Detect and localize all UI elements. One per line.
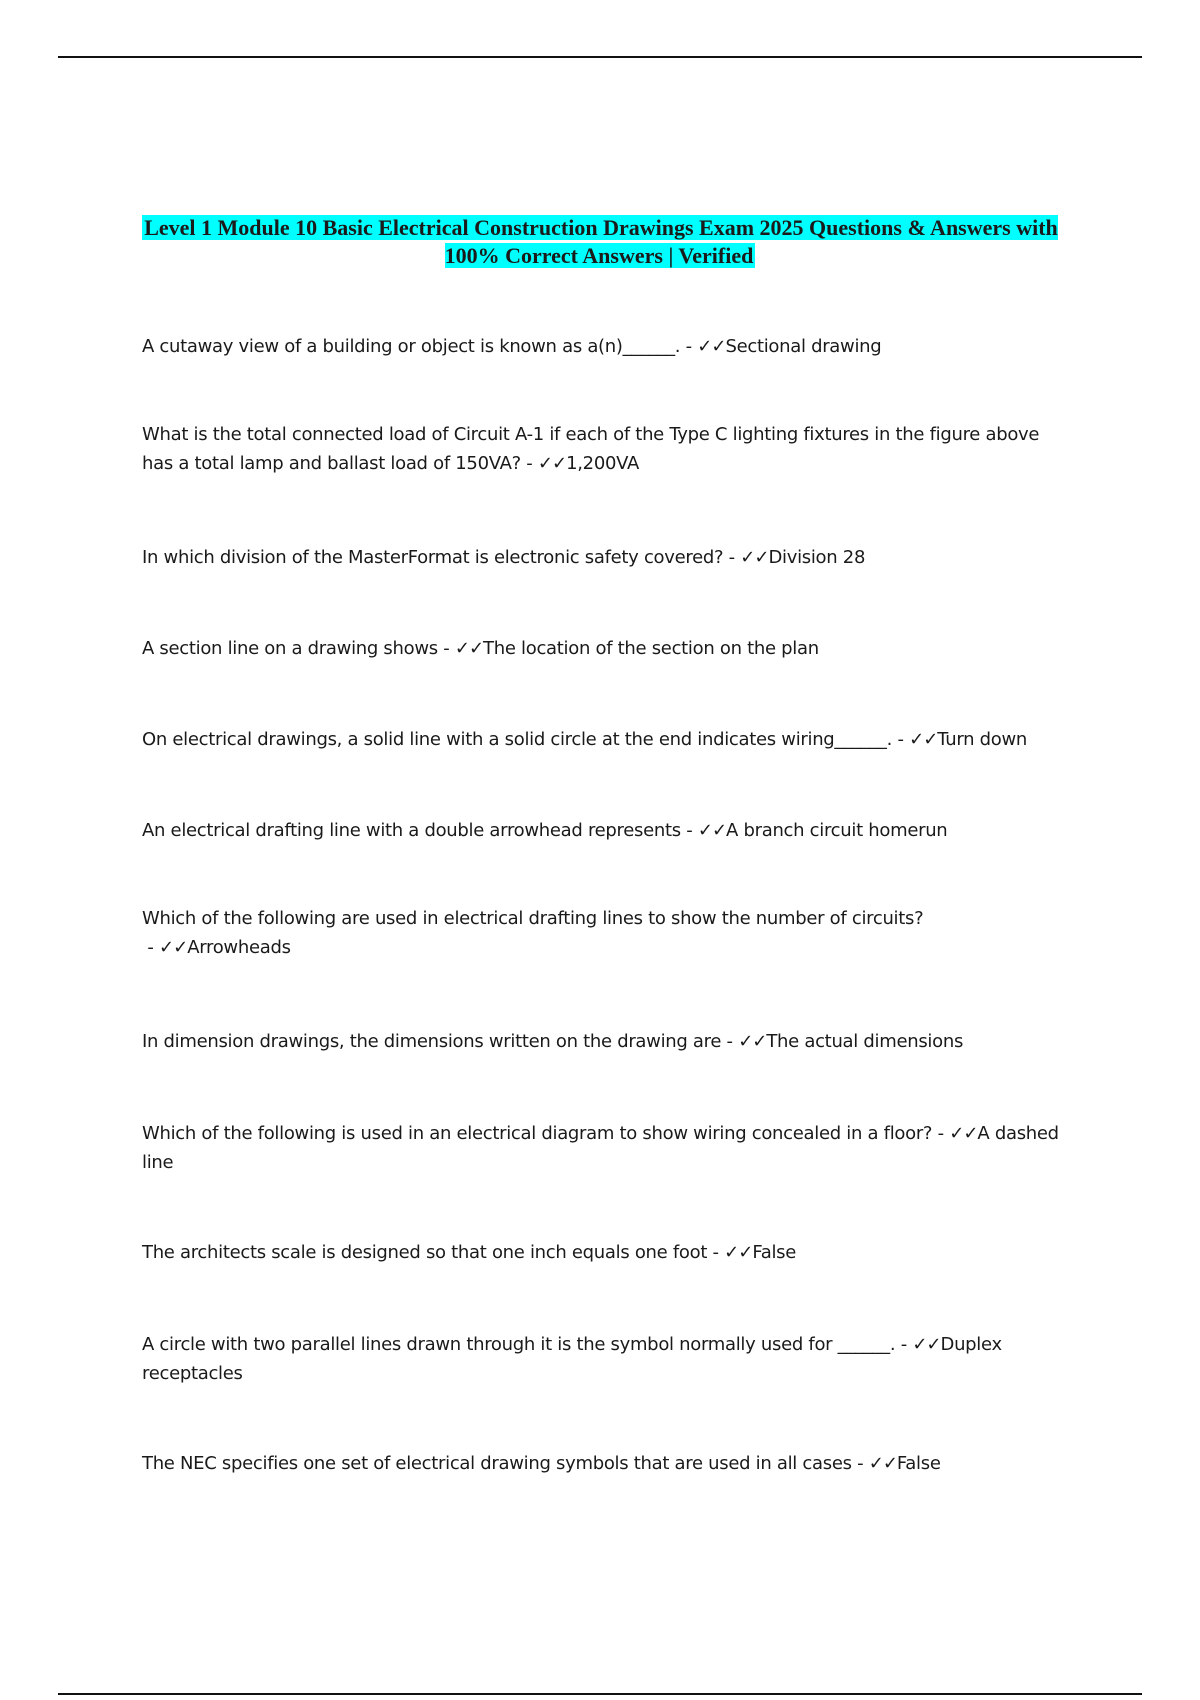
check-icon: ✓✓: [537, 453, 567, 474]
check-icon: ✓✓: [909, 729, 938, 750]
qa-item: [142, 1238, 1062, 1267]
check-icon: ✓✓: [454, 638, 484, 659]
separator: -: [892, 729, 910, 750]
answer-text: 1,200VA: [566, 453, 639, 474]
check-icon: ✓✓: [724, 1242, 753, 1263]
page-title-text: Level 1 Module 10 Basic Electrical Construction Drawings Exam 2025 Questions & Answers with 100% Correct Answers | Verified: [144, 215, 1058, 268]
answer-text: False: [752, 1242, 796, 1263]
question-text: A section line on a drawing shows: [142, 638, 438, 659]
answer-text: Duplex receptacles: [142, 1334, 1002, 1384]
separator: -: [680, 820, 698, 841]
separator: -: [707, 1242, 725, 1263]
separator: -: [721, 1031, 739, 1052]
separator: -: [851, 1453, 869, 1474]
check-icon: ✓✓: [697, 336, 726, 357]
separator: -: [932, 1123, 950, 1144]
separator: -: [680, 336, 698, 357]
question-text: What is the total connected load of Circuit A-1 if each of the Type C lighting fixtures in the figure above has a total lamp and ballast load of 150VA?: [142, 424, 1040, 474]
check-icon: ✓✓: [949, 1123, 978, 1144]
question-text: The architects scale is designed so that one inch equals one foot: [142, 1242, 708, 1263]
question-text: An electrical drafting line with a double arrowhead represents: [142, 820, 681, 841]
question-text: A cutaway view of a building or object is known as a(n)______.: [142, 336, 681, 357]
separator: -: [142, 937, 160, 958]
answer-text: Sectional drawing: [725, 336, 882, 357]
check-icon: ✓✓: [868, 1453, 897, 1474]
answer-text: A branch circuit homerun: [726, 820, 948, 841]
qa-item: [142, 1119, 1062, 1177]
question-text: On electrical drawings, a solid line with a solid circle at the end indicates wiring______.: [142, 729, 893, 750]
qa-item: [142, 1330, 1062, 1388]
answer-text: Arrowheads: [187, 937, 291, 958]
separator: -: [520, 453, 538, 474]
answer-text: A dashed line: [142, 1123, 1059, 1173]
qa-item: [142, 1449, 1062, 1478]
check-icon: ✓✓: [159, 937, 188, 958]
question-text: Which of the following are used in electrical drafting lines to show the number of circuits?: [142, 908, 924, 929]
qa-item: [142, 1027, 1062, 1056]
check-icon: ✓✓: [697, 820, 727, 841]
separator: -: [723, 547, 741, 568]
page-title: [140, 214, 1060, 270]
check-icon: ✓✓: [740, 547, 769, 568]
qa-item: [142, 725, 1062, 754]
qa-item: [142, 816, 1062, 845]
qa-item: [142, 904, 1062, 962]
qa-item: [142, 420, 1062, 478]
check-icon: ✓✓: [738, 1031, 767, 1052]
top-rule: [58, 56, 1142, 58]
answer-text: Turn down: [937, 729, 1028, 750]
answer-text: The actual dimensions: [766, 1031, 964, 1052]
answer-text: False: [896, 1453, 941, 1474]
qa-item: [142, 332, 1062, 361]
answer-text: Division 28: [768, 547, 866, 568]
question-text: In dimension drawings, the dimensions written on the drawing are: [142, 1031, 722, 1052]
answer-text: The location of the section on the plan: [483, 638, 819, 659]
question-text: The NEC specifies one set of electrical drawing symbols that are used in all cases: [142, 1453, 852, 1474]
check-icon: ✓✓: [912, 1334, 941, 1355]
bottom-rule: [58, 1693, 1142, 1695]
question-text: In which division of the MasterFormat is electronic safety covered?: [142, 547, 724, 568]
separator: -: [437, 638, 455, 659]
qa-item: [142, 543, 1062, 572]
question-text: A circle with two parallel lines drawn through it is the symbol normally used for ______.: [142, 1334, 896, 1355]
separator: -: [895, 1334, 913, 1355]
qa-item: [142, 634, 1062, 663]
question-text: Which of the following is used in an electrical diagram to show wiring concealed in a floor?: [142, 1123, 933, 1144]
